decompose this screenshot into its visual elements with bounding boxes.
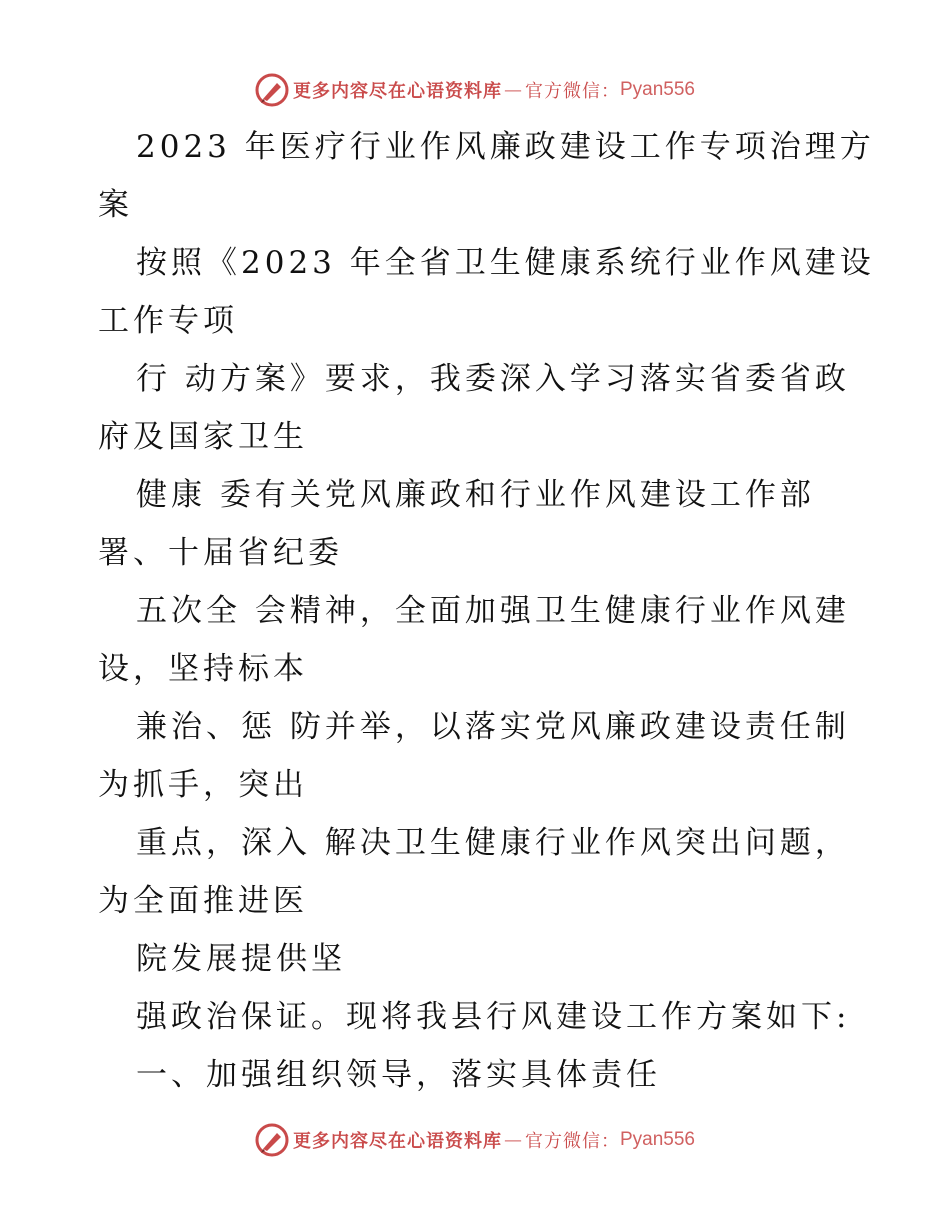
pen-logo-icon [255, 1123, 289, 1157]
banner-wechat-id: Pyan556 [619, 79, 695, 100]
banner-site-text: 更多内容尽在心语资料库 [292, 81, 502, 102]
paragraph-line: 强政治保证。现将我县行风建设工作方案如下: [136, 999, 851, 1035]
paragraph-line: 为抓手，突出 [98, 767, 308, 803]
document-body [0, 118, 950, 1104]
paragraph-line: 院发展提供坚 [136, 941, 346, 977]
document-title-line: 2023 年医疗行业作风廉政建设工作专项治理方 [136, 129, 875, 165]
paragraph-line: 工作专项 [98, 303, 238, 339]
banner-wechat-label: 官方微信： [524, 1131, 620, 1152]
paragraph-line: 健康 委有关党风廉政和行业作风建设工作部 [136, 477, 815, 513]
pen-logo-icon [255, 73, 289, 107]
banner-wechat-label: 官方微信： [524, 81, 620, 102]
banner-separator: — [503, 79, 523, 101]
banner-wechat-id: Pyan556 [619, 1129, 695, 1150]
footer-banner [0, 1120, 950, 1160]
paragraph-line: 行 动方案》要求，我委深入学习落实省委省政 [136, 361, 850, 397]
banner-separator: — [503, 1129, 523, 1151]
paragraph-line: 按照《2023 年全省卫生健康系统行业作风建设 [136, 245, 875, 281]
header-banner [0, 70, 950, 110]
paragraph-line: 重点，深入 解决卫生健康行业作风突出问题， [136, 825, 850, 861]
document-title-line: 案 [98, 187, 133, 223]
paragraph-line: 署、十届省纪委 [98, 535, 343, 571]
paragraph-line: 为全面推进医 [98, 883, 308, 919]
paragraph-line: 设，坚持标本 [98, 651, 308, 687]
paragraph-line: 府及国家卫生 [98, 419, 308, 455]
banner-site-text: 更多内容尽在心语资料库 [292, 1131, 502, 1152]
paragraph-line: 兼治、惩 防并举，以落实党风廉政建设责任制 [136, 709, 850, 745]
section-heading: 一、加强组织领导，落实具体责任 [136, 1057, 661, 1093]
paragraph-line: 五次全 会精神，全面加强卫生健康行业作风建 [136, 593, 850, 629]
